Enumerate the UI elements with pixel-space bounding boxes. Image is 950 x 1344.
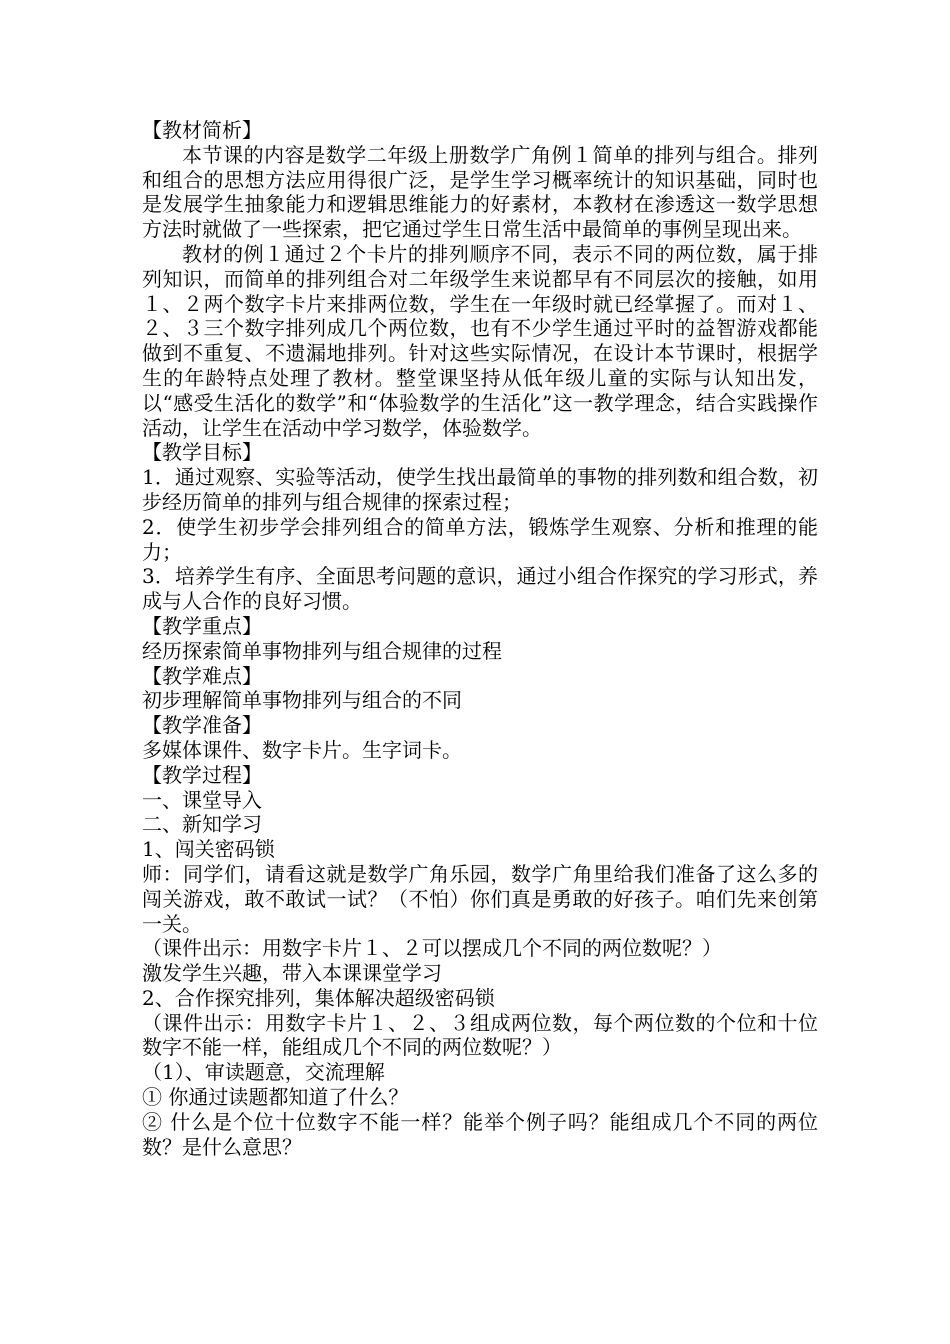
step-1-note: 激发学生兴趣，带入本课课堂学习 [142, 961, 442, 986]
step-2-subheading: （1）、审读题意，交流理解 [142, 1060, 385, 1085]
process-item-2: 二、新知学习 [142, 812, 262, 837]
step-1-title: 1、闯关密码锁 [142, 837, 275, 862]
materials-paragraph-2: 教材的例１通过２个卡片的排列顺序不同，表示不同的两位数，属于排列知识，而简单的排列组合对二年级学生来说都早有不同层次的接触，如用１、２两个数字卡片来排两位数，学生在一年级时就已经掌握了。而对１、２、３三个数字排列成几个两位数，也有不少学生通过平时的益智游戏都能做到不重复、不遗漏地排列。针对这些实际情况，在设计本节课时，根据学生的年龄特点处理了教材。整堂课坚持从低年级儿童的实际与认知出发，以“感受生活化的数学”和“体验数学的生活化”这一教学理念，结合实践操作活动，让学生在活动中学习数学，体验数学。 [142, 241, 818, 440]
question-2: ② 什么是个位十位数字不能一样？能举个例子吗？能组成几个不同的两位数？是什么意思？ [142, 1109, 818, 1159]
difficulty-text: 初步理解简单事物排列与组合的不同 [142, 688, 462, 713]
section-prep-title: 【教学准备】 [142, 713, 262, 738]
step-1-teacher-text: 师：同学们，请看这就是数学广角乐园，数学广角里给我们准备了这么多的闯关游戏，敢不敢试一试？（不怕）你们真是勇敢的好孩子。咱们先来创第一关。 [142, 861, 818, 936]
question-1: ① 你通过读题都知道了什么？ [142, 1085, 409, 1110]
section-key-title: 【教学重点】 [142, 613, 262, 638]
section-goals-title: 【教学目标】 [142, 440, 262, 465]
document-page [142, 118, 818, 1159]
prep-text: 多媒体课件、数字卡片。生字词卡。 [142, 737, 462, 762]
section-difficulty-title: 【教学难点】 [142, 663, 262, 688]
goal-item-1: 1．通过观察、实验等活动，使学生找出最简单的事物的排列数和组合数，初步经历简单的排列与组合规律的探索过程； [142, 465, 818, 514]
step-2-title: 2、合作探究排列，集体解决超级密码锁 [142, 985, 495, 1010]
goal-item-3: 3．培养学生有序、全面思考问题的意识，通过小组合作探究的学习形式，养成与人合作的良好习惯。 [142, 564, 818, 614]
key-text: 经历探索简单事物排列与组合规律的过程 [142, 638, 502, 663]
goal-item-2: 2．使学生初步学会排列组合的简单方法，锻炼学生观察、分析和推理的能力； [142, 514, 818, 564]
step-2-courseware: （课件出示：用数字卡片１、２、３组成两位数，每个两位数的个位和十位数字不能一样，能组成几个不同的两位数呢？） [142, 1010, 818, 1060]
section-process-title: 【教学过程】 [142, 762, 262, 787]
materials-paragraph-1: 本节课的内容是数学二年级上册数学广角例１简单的排列与组合。排列和组合的思想方法应用得很广泛，是学生学习概率统计的知识基础，同时也是发展学生抽象能力和逻辑思维能力的好素材，本教材在渗透这一数学思想方法时就做了一些探索，把它通过学生日常生活中最简单的事例呈现出来。 [142, 142, 818, 242]
step-1-courseware: （课件出示：用数字卡片１、２可以摆成几个不同的两位数呢？） [142, 936, 722, 961]
section-materials-title: 【教材简析】 [142, 118, 262, 142]
process-item-1: 一、课堂导入 [142, 787, 262, 812]
